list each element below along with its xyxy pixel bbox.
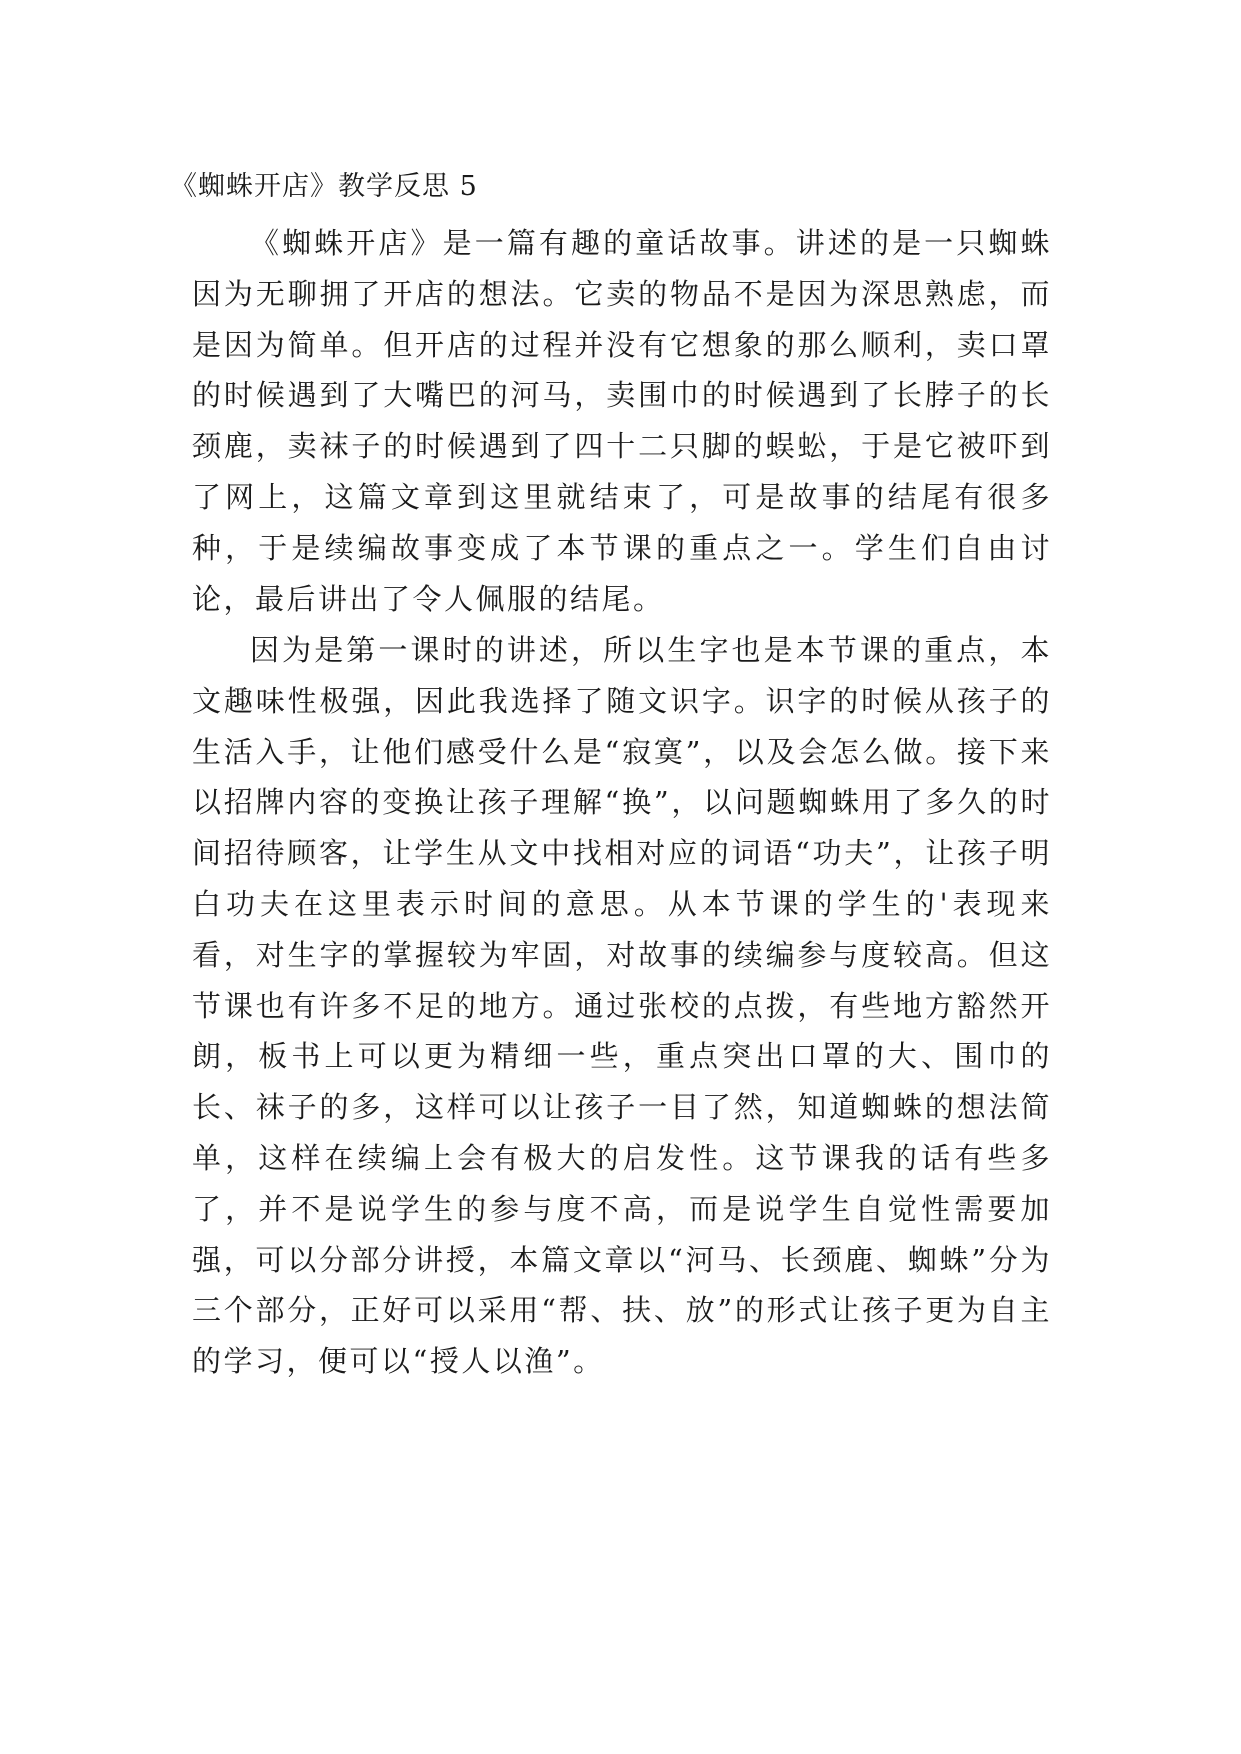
paragraph-2: 因为是第一课时的讲述，所以生字也是本节课的重点，本文趣味性极强，因此我选择了随文识字。识字的时候从孩子的生活入手，让他们感受什么是“寂寞”，以及会怎么做。接下来以招牌内容的变换让孩子理解“换”，以问题蜘蛛用了多久的时间招待顾客，让学生从文中找相对应的词语“功夫”，让孩子明白功夫在这里表示时间的意思。从本节课的学生的'表现来看，对生字的掌握较为牢固，对故事的续编参与度较高。但这节课也有许多不足的地方。通过张校的点拨，有些地方豁然开朗，板书上可以更为精细一些，重点突出口罩的大、围巾的长、袜子的多，这样可以让孩子一目了然，知道蜘蛛的想法简单，这样在续编上会有极大的启发性。这节课我的话有些多了，并不是说学生的参与度不高，而是说学生自觉性需要加强，可以分部分讲授，本篇文章以“河马、长颈鹿、蜘蛛”分为三个部分，正好可以采用“帮、扶、放”的形式让孩子更为自主的学习，便可以“授人以渔”。: [192, 633, 1052, 1379]
document-title: 《蜘蛛开店》教学反思 5: [170, 171, 478, 202]
paragraph-1: 《蜘蛛开店》是一篇有趣的童话故事。讲述的是一只蜘蛛因为无聊拥了开店的想法。它卖的物品不是因为深思熟虑，而是因为简单。但开店的过程并没有它想象的那么顺利，卖口罩的时候遇到了大嘴巴的河马，卖围巾的时候遇到了长脖子的长颈鹿，卖袜子的时候遇到了四十二只脚的蜈蚣，于是它被吓到了网上，这篇文章到这里就结束了，可是故事的结尾有很多种，于是续编故事变成了本节课的重点之一。学生们自由讨论，最后讲出了令人佩服的结尾。: [192, 226, 1052, 616]
